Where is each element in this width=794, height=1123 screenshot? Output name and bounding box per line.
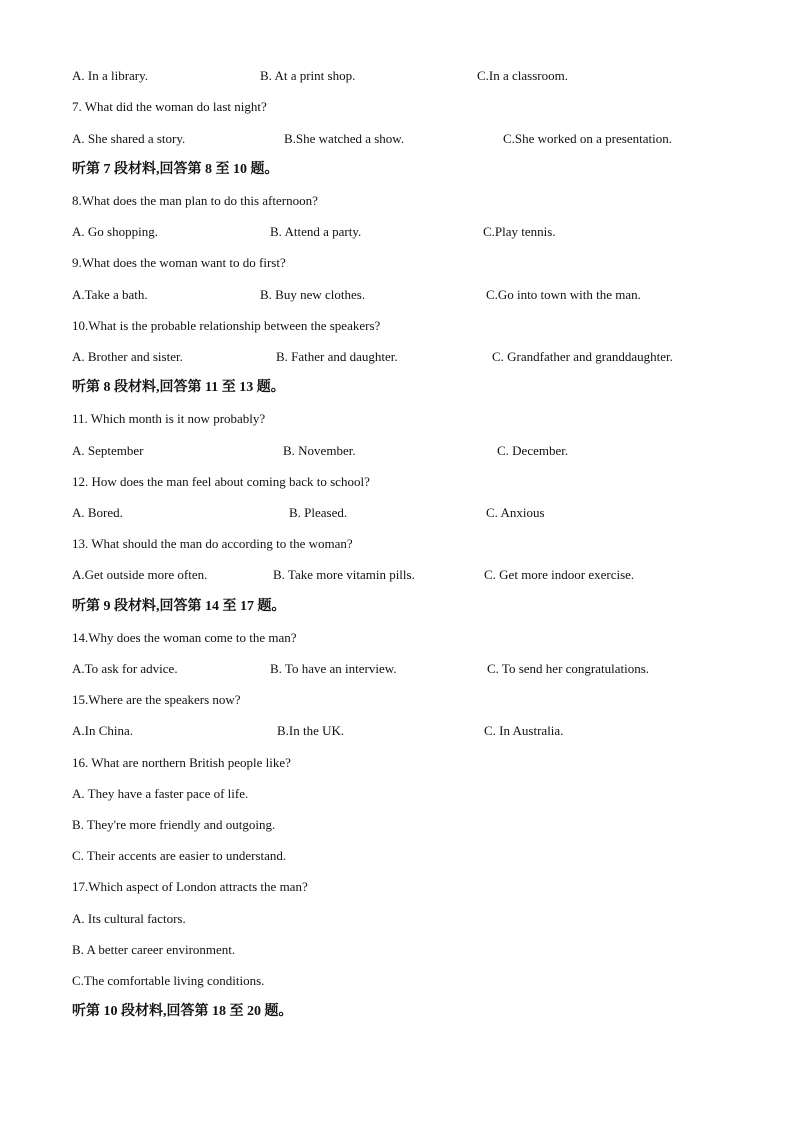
- option-b: B. November.: [283, 443, 356, 458]
- option-b: B.She watched a show.: [284, 131, 405, 146]
- option-line: [0, 971, 794, 991]
- option-b: B. A better career environment.: [72, 942, 236, 957]
- option-b: B. Father and daughter.: [276, 349, 398, 364]
- question: [0, 253, 794, 273]
- question: [0, 409, 794, 429]
- question: [0, 877, 794, 897]
- section-heading: [0, 160, 794, 180]
- option-a: A. September: [72, 443, 144, 458]
- options-row: [0, 347, 794, 367]
- options-row: [0, 66, 794, 86]
- question: [0, 628, 794, 648]
- section-heading-text: 听第 8 段材料,回答第 11 至 13 题。: [72, 380, 285, 395]
- section-heading: [0, 597, 794, 617]
- option-c: C.The comfortable living conditions.: [72, 973, 265, 988]
- option-c: C.She worked on a presentation.: [503, 131, 672, 146]
- question-text: 7. What did the woman do last night?: [72, 99, 267, 114]
- option-a: A. Go shopping.: [72, 224, 158, 239]
- question: [0, 534, 794, 554]
- option-line: [0, 940, 794, 960]
- options-row: [0, 503, 794, 523]
- option-b: B. Attend a party.: [270, 224, 362, 239]
- section-heading: [0, 1002, 794, 1022]
- option-c: C.Play tennis.: [483, 224, 556, 239]
- option-a: A.Take a bath.: [72, 287, 148, 302]
- section-heading: [0, 378, 794, 398]
- option-a: A. They have a faster pace of life.: [72, 786, 249, 801]
- question: [0, 472, 794, 492]
- option-a: A.In China.: [72, 723, 134, 738]
- option-line: [0, 784, 794, 804]
- option-c: C.In a classroom.: [477, 68, 568, 83]
- question-text: 14.Why does the woman come to the man?: [72, 630, 297, 645]
- option-b: B. Buy new clothes.: [260, 287, 366, 302]
- section-heading-text: 听第 10 段材料,回答第 18 至 20 题。: [72, 1004, 293, 1019]
- question: [0, 191, 794, 211]
- options-row: [0, 721, 794, 741]
- question-text: 9.What does the woman want to do first?: [72, 255, 286, 270]
- options-row: [0, 285, 794, 305]
- option-b: B. Take more vitamin pills.: [273, 567, 415, 582]
- options-row: [0, 222, 794, 242]
- question-text: 16. What are northern British people like?: [72, 755, 291, 770]
- option-c: C. To send her congratulations.: [487, 661, 650, 676]
- options-row: [0, 659, 794, 679]
- option-a: A. Bored.: [72, 505, 123, 520]
- question-text: 10.What is the probable relationship between the speakers?: [72, 318, 381, 333]
- option-c: C. In Australia.: [484, 723, 564, 738]
- option-b: B. To have an interview.: [270, 661, 397, 676]
- section-heading-text: 听第 7 段材料,回答第 8 至 10 题。: [72, 162, 279, 177]
- option-line: [0, 815, 794, 835]
- option-c: C. Anxious: [486, 505, 545, 520]
- option-a: A.To ask for advice.: [72, 661, 178, 676]
- question-text: 15.Where are the speakers now?: [72, 692, 241, 707]
- options-row: [0, 565, 794, 585]
- question: [0, 97, 794, 117]
- options-row: [0, 441, 794, 461]
- option-a: A. Its cultural factors.: [72, 911, 186, 926]
- options-row: [0, 129, 794, 149]
- option-a: A. Brother and sister.: [72, 349, 183, 364]
- option-a: A. She shared a story.: [72, 131, 186, 146]
- question: [0, 690, 794, 710]
- option-line: [0, 909, 794, 929]
- question: [0, 316, 794, 336]
- question-text: 13. What should the man do according to the woman?: [72, 536, 353, 551]
- question: [0, 753, 794, 773]
- option-line: [0, 846, 794, 866]
- question-text: 8.What does the man plan to do this afternoon?: [72, 193, 318, 208]
- option-a: A.Get outside more often.: [72, 567, 208, 582]
- option-b: B. They're more friendly and outgoing.: [72, 817, 276, 832]
- option-c: C. Grandfather and granddaughter.: [492, 349, 673, 364]
- option-c: C. December.: [497, 443, 569, 458]
- option-b: B.In the UK.: [277, 723, 345, 738]
- option-b: B. Pleased.: [289, 505, 348, 520]
- option-c: C. Their accents are easier to understand.: [72, 848, 287, 863]
- section-heading-text: 听第 9 段材料,回答第 14 至 17 题。: [72, 599, 286, 614]
- option-b: B. At a print shop.: [260, 68, 356, 83]
- question-text: 11. Which month is it now probably?: [72, 411, 266, 426]
- option-c: C.Go into town with the man.: [486, 287, 641, 302]
- option-c: C. Get more indoor exercise.: [484, 567, 635, 582]
- question-text: 12. How does the man feel about coming back to school?: [72, 474, 370, 489]
- option-a: A. In a library.: [72, 68, 149, 83]
- question-text: 17.Which aspect of London attracts the man?: [72, 879, 308, 894]
